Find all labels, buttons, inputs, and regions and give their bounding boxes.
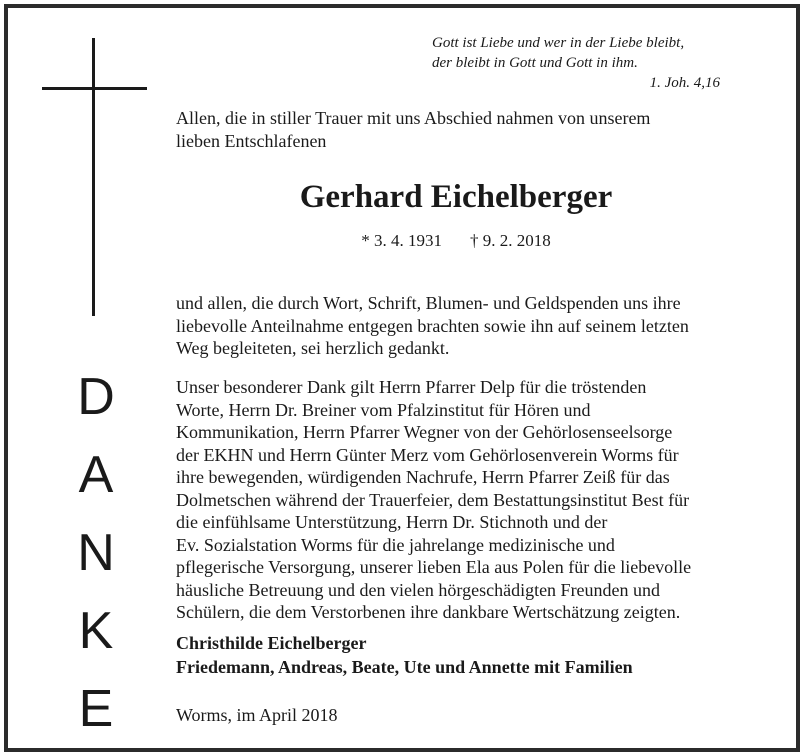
verse-line: Gott ist Liebe und wer in der Liebe bleibt, bbox=[432, 35, 685, 51]
special-thanks-paragraph bbox=[176, 376, 736, 624]
paragraph-line: Schülern, die dem Verstorbenen ihre dankbare Wertschätzung zeigten. bbox=[176, 602, 681, 622]
paragraph-line: Worte, Herrn Dr. Breiner vom Pfalzinstitut für Hören und bbox=[176, 399, 591, 420]
danke-letter: N bbox=[77, 524, 115, 582]
signature-family: Friedemann, Andreas, Beate, Ute und Annette mit Familien bbox=[176, 657, 633, 677]
birth-date: * 3. 4. 1931 bbox=[361, 231, 442, 250]
deceased-name: Gerhard Eichelberger bbox=[299, 179, 613, 215]
danke-letter: E bbox=[78, 680, 114, 738]
paragraph-line: liebevolle Anteilnahme entgegen brachten sowie ihn auf seinem letzten bbox=[176, 315, 689, 336]
paragraph-line: Kommunikation, Herrn Pfarrer Wegner von der Gehörlosenseelsorge bbox=[176, 422, 673, 442]
paragraph-line: Dolmetschen während der Trauerfeier, dem Bestattungsinstitut Best für bbox=[176, 489, 690, 510]
danke-letter: D bbox=[77, 368, 115, 426]
cross-icon-horizontal bbox=[42, 87, 147, 90]
thanks-paragraph bbox=[176, 292, 736, 360]
paragraph-line: ihre bewegenden, würdigenden Nachrufe, Herrn Pfarrer Zeiß für das bbox=[176, 467, 670, 487]
paragraph-line: Ev. Sozialstation Worms für die jahrelange medizinische und bbox=[176, 534, 615, 555]
intro-text bbox=[176, 107, 736, 152]
paragraph-line: Unser besonderer Dank gilt Herrn Pfarrer Delp für die tröstenden bbox=[176, 377, 647, 397]
intro-line: Allen, die in stiller Trauer mit uns Abschied nahmen von unserem bbox=[176, 108, 651, 128]
verse-reference: 1. Joh. 4,16 bbox=[649, 75, 720, 91]
death-date: † 9. 2. 2018 bbox=[470, 231, 551, 250]
signature-block bbox=[176, 631, 756, 679]
paragraph-line: die einfühlsame Unterstützung, Herrn Dr. Stichnoth und der bbox=[176, 512, 608, 532]
paragraph-line: pflegerische Versorgung, unserer lieben Ela aus Polen für die liebevolle bbox=[176, 557, 692, 577]
cross-icon-vertical bbox=[92, 38, 95, 316]
paragraph-line: häusliche Betreuung und den vielen hörgeschädigten Freunden und bbox=[176, 579, 661, 600]
intro-line: lieben Entschlafenen bbox=[176, 130, 327, 151]
paragraph-line: Weg begleiteten, sei herzlich gedankt. bbox=[176, 338, 450, 358]
place-date: Worms, im April 2018 bbox=[176, 705, 338, 725]
paragraph-line: der EKHN und Herrn Günter Merz vom Gehörlosenverein Worms für bbox=[176, 444, 679, 465]
life-dates bbox=[176, 230, 736, 252]
signature-primary: Christhilde Eichelberger bbox=[176, 633, 367, 653]
danke-letter: K bbox=[78, 602, 114, 660]
verse-line: der bleibt in Gott und Gott in ihm. bbox=[432, 55, 638, 71]
danke-letter: A bbox=[78, 446, 114, 504]
danke-vertical-text bbox=[56, 358, 136, 748]
bible-verse bbox=[432, 33, 732, 93]
paragraph-line: und allen, die durch Wort, Schrift, Blumen- und Geldspenden uns ihre bbox=[176, 293, 681, 313]
